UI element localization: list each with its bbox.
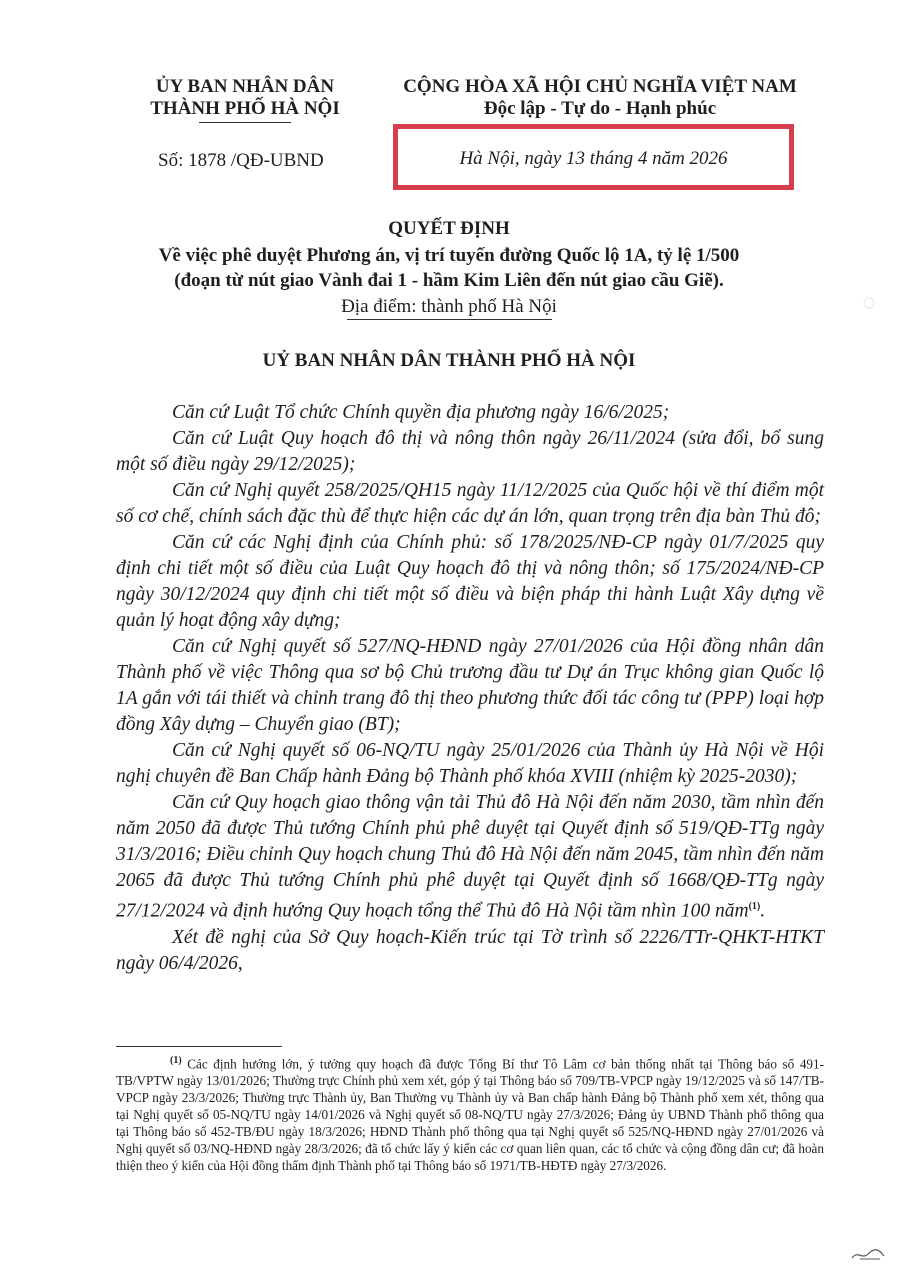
issuer-heading: UỶ BAN NHÂN DÂN THÀNH PHỐ HÀ NỘI <box>262 350 636 371</box>
basis-paragraph: Căn cứ Luật Tổ chức Chính quyền địa phương ngày 16/6/2025; <box>172 402 670 423</box>
basis-paragraph: Căn cứ Quy hoạch giao thông vận tải Thủ đô Hà Nội đến năm 2030, tầm nhìn đến năm 2050 đã được Thủ tướng Chính phủ phê duyệt tại Quyết định số 519/QĐ-TTg ngày 31/3/2016; Điều chỉnh Quy hoạch chung Thủ đô Hà Nội đến năm 2045, tầm nhìn đến năm 2065 đã được Thủ tướng Chính phủ phê duyệt tại Quyết định số 1668/QĐ-TTg ngày 27/12/2024 và định hướng Quy hoạch tổng thể Thủ đô Hà Nội tầm nhìn 100 năm$^{(1)}$. <box>116 792 824 922</box>
footnote-marker: (1) <box>170 1055 182 1066</box>
subject-line-2: (đoạn từ nút giao Vành đai 1 - hầm Kim Liên đến nút giao cầu Giẽ). <box>174 270 724 291</box>
country-name: CỘNG HÒA XÃ HỘI CHỦ NGHĨA VIỆT NAM <box>403 76 797 97</box>
basis-paragraph: Xét đề nghị của Sở Quy hoạch-Kiến trúc tại Tờ trình số 2226/TTr-QHKT-HTKT ngày 06/4/2026, <box>116 926 824 974</box>
issue-date: Hà Nội, ngày 13 tháng 4 năm 2026 <box>459 148 728 169</box>
national-heading <box>380 76 820 120</box>
document-type: QUYẾT ĐỊNH <box>388 218 510 239</box>
initials-signature-icon <box>850 1246 886 1262</box>
issuing-authority <box>130 76 360 123</box>
footnote-divider <box>116 1046 282 1047</box>
authority-line-1: ỦY BAN NHÂN DÂN <box>155 76 335 97</box>
faint-mark-icon <box>858 296 880 310</box>
authority-underline <box>199 122 291 123</box>
footnote-ref: (1) <box>748 901 761 912</box>
basis-paragraph: Căn cứ các Nghị định của Chính phủ: số 178/2025/NĐ-CP ngày 01/7/2025 quy định chi tiết một số điều của Luật Quy hoạch đô thị và nông thôn; số 175/2024/NĐ-CP ngày 30/12/2024 quy định chi tiết một số điều và biện pháp thi hành Luật Xây dựng về quản lý hoạt động xây dựng; <box>116 532 824 631</box>
location-text: Địa điểm: thành phố Hà Nội <box>341 296 557 317</box>
document-number: Số: 1878 /QĐ-UBND <box>158 150 324 171</box>
legal-bases <box>116 400 824 977</box>
basis-paragraph: Căn cứ Nghị quyết số 527/NQ-HĐND ngày 27/01/2026 của Hội đồng nhân dân Thành phố về việc Thông qua sơ bộ Chủ trương đầu tư Dự án Trục không gian Quốc lộ 1A gắn với tái thiết và chỉnh trang đô thị theo phương thức đối tác công tư (PPP) loại hợp đồng Xây dựng – Chuyển giao (BT); <box>116 636 824 735</box>
location-line <box>0 296 898 320</box>
footnote-text: Các định hướng lớn, ý tưởng quy hoạch đã được Tổng Bí thư Tô Lâm cơ bản thống nhất tại Thông báo số 491-TB/VPTW ngày 13/01/2026; Thường trực Chính phủ xem xét, góp ý tại Thông báo số 709/TB-VPCP ngày 19/12/2025 và số 147/TB-VPCP ngày 23/3/2026; Thường trực Thành ủy, Ban Thường vụ Thành ủy và Ban chấp hành Đảng bộ Thành phố xem xét, thông qua tại Nghị quyết số 05-NQ/TU ngày 14/01/2026 và Nghị quyết số 08-NQ/TU ngày 27/3/2026; Đảng ủy UBND Thành phố thông qua tại Thông báo số 452-TB/ĐU ngày 18/3/2026; HĐND Thành phố thông qua tại Nghị quyết số 525/NQ-HĐND ngày 27/01/2026 và Nghị quyết số 03/NQ-HĐND ngày 28/3/2026; đã tổ chức lấy ý kiến các cơ quan liên quan, các tổ chức và cộng đồng dân cư; đã hoàn thiện theo ý kiến của Hội đồng thẩm định Thành phố tại Thông báo số 1971/TB-HĐTĐ ngày 27/3/2026. <box>116 1056 824 1174</box>
subject-line-1: Về việc phê duyệt Phương án, vị trí tuyến đường Quốc lộ 1A, tỷ lệ 1/500 <box>158 245 740 266</box>
national-motto: Độc lập - Tự do - Hạnh phúc <box>483 98 717 119</box>
footnote-paragraph <box>116 1052 824 1174</box>
footnote <box>116 1052 824 1174</box>
basis-text: Căn cứ Quy hoạch giao thông vận tải Thủ đô Hà Nội đến năm 2030, tầm nhìn đến năm 2050 đã được Thủ tướng Chính phủ phê duyệt tại Quyết định số 519/QĐ-TTg ngày 31/3/2016; Điều chỉnh Quy hoạch chung Thủ đô Hà Nội đến năm 2045, tầm nhìn đến năm 2065 đã được Thủ tướng Chính phủ phê duyệt tại Quyết định số 1668/QĐ-TTg ngày 27/12/2024 và định hướng Quy hoạch tổng thể Thủ đô Hà Nội tầm nhìn 100 năm <box>116 792 824 922</box>
basis-paragraph: Căn cứ Nghị quyết 258/2025/QH15 ngày 11/12/2025 của Quốc hội về thí điểm một số cơ chế, chính sách đặc thù để thực hiện các dự án lớn, quan trọng trên địa bàn Thủ đô; <box>116 480 824 527</box>
basis-paragraph: Căn cứ Luật Quy hoạch đô thị và nông thôn ngày 26/11/2024 (sửa đổi, bổ sung một số điều ngày 29/12/2025); <box>116 428 824 475</box>
location-underline <box>347 319 552 320</box>
basis-paragraph: Căn cứ Nghị quyết số 06-NQ/TU ngày 25/01/2026 của Thành ủy Hà Nội về Hội nghị chuyên đề Ban Chấp hành Đảng bộ Thành phố khóa XVIII (nhiệm kỳ 2025-2030); <box>116 740 824 787</box>
authority-line-2: THÀNH PHỐ HÀ NỘI <box>150 98 340 119</box>
